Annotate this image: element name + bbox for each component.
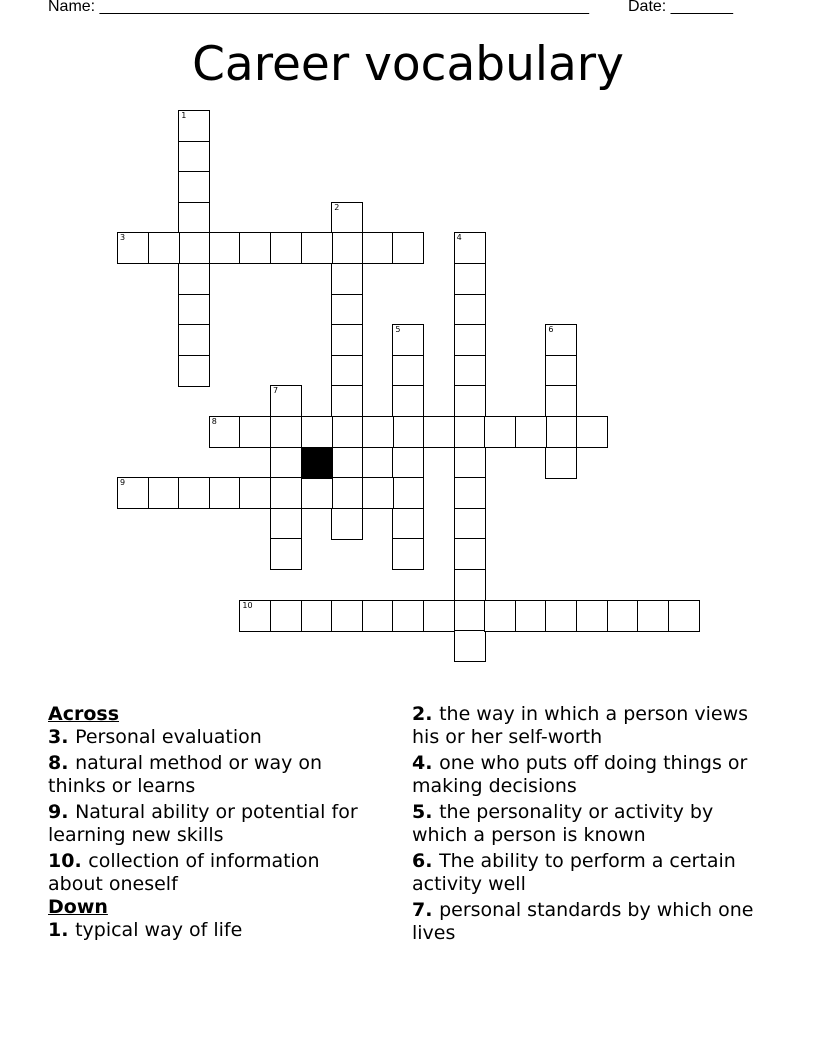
across-clue <box>48 752 378 798</box>
clue-number: 1. <box>48 919 69 941</box>
clue-number: 5. <box>412 801 433 823</box>
clue-number-label: 5 <box>395 325 401 335</box>
grid-cell[interactable] <box>392 477 424 509</box>
grid-cell[interactable] <box>301 600 333 632</box>
grid-cell[interactable] <box>331 508 363 540</box>
date-line: Date: _______ <box>628 0 733 15</box>
grid-cell[interactable] <box>454 447 486 479</box>
clue-text: typical way of life <box>75 919 243 941</box>
grid-cell[interactable] <box>362 600 394 632</box>
grid-cell[interactable] <box>270 477 302 509</box>
grid-cell[interactable] <box>607 600 639 632</box>
down-heading: Down <box>48 896 108 918</box>
grid-cell[interactable] <box>454 508 486 540</box>
grid-cell[interactable] <box>270 385 302 417</box>
grid-cell[interactable] <box>331 294 363 326</box>
grid-cell[interactable] <box>178 477 210 509</box>
grid-cell[interactable] <box>178 355 210 387</box>
grid-cell[interactable] <box>301 232 333 264</box>
clue-text: one who puts off doing things or making decisions <box>412 752 748 797</box>
clue-number-label: 2 <box>334 202 340 212</box>
name-line: Name: _______________________________________________________ <box>48 0 589 15</box>
clue-number: 10. <box>48 850 82 872</box>
down-clue <box>412 899 757 945</box>
clue-number: 9. <box>48 801 69 823</box>
grid-cell[interactable] <box>423 600 455 632</box>
grid-cell[interactable] <box>270 600 302 632</box>
grid-cell[interactable] <box>301 416 333 448</box>
grid-cell[interactable] <box>545 416 577 448</box>
grid-cell[interactable] <box>178 232 210 264</box>
page-title: Career vocabulary <box>192 37 624 92</box>
grid-cell[interactable] <box>331 202 363 234</box>
across-clue <box>48 726 378 749</box>
across-clue <box>48 801 378 847</box>
grid-cell[interactable] <box>454 600 486 632</box>
black-square <box>301 447 333 479</box>
clue-number-label: 7 <box>273 386 279 396</box>
clue-text: The ability to perform a certain activity well <box>412 850 736 895</box>
grid-cell[interactable] <box>239 232 271 264</box>
clue-number-label: 3 <box>120 233 126 243</box>
grid-cell[interactable] <box>331 232 363 264</box>
grid-cell[interactable] <box>454 232 486 264</box>
down-clue <box>412 801 757 847</box>
grid-cell[interactable] <box>545 324 577 356</box>
grid-cell[interactable] <box>637 600 669 632</box>
grid-cell[interactable] <box>178 171 210 203</box>
grid-cell[interactable] <box>178 110 210 142</box>
grid-cell[interactable] <box>545 385 577 417</box>
clue-number-label: 4 <box>456 233 462 243</box>
grid-cell[interactable] <box>392 324 424 356</box>
clue-text: Natural ability or potential for learning new skills <box>48 801 358 846</box>
grid-cell[interactable] <box>331 447 363 479</box>
grid-cell[interactable] <box>484 416 516 448</box>
grid-cell[interactable] <box>454 263 486 295</box>
grid-cell[interactable] <box>515 600 547 632</box>
clue-number: 2. <box>412 703 433 725</box>
grid-cell[interactable] <box>270 232 302 264</box>
grid-cell[interactable] <box>392 385 424 417</box>
grid-cell[interactable] <box>545 600 577 632</box>
clue-text: personal standards by which one lives <box>412 899 754 944</box>
grid-cell[interactable] <box>454 569 486 601</box>
grid-cell[interactable] <box>392 447 424 479</box>
clues-right-column <box>412 703 757 948</box>
grid-cell[interactable] <box>454 324 486 356</box>
clue-number-label: 8 <box>211 417 217 426</box>
grid-cell[interactable] <box>209 477 241 509</box>
grid-cell[interactable] <box>331 600 363 632</box>
down-clue <box>412 850 757 896</box>
grid-cell[interactable] <box>178 141 210 173</box>
grid-cell[interactable] <box>392 600 424 632</box>
grid-cell[interactable] <box>270 416 302 448</box>
grid-cell[interactable] <box>484 600 516 632</box>
grid-cell[interactable] <box>454 630 486 662</box>
grid-cell[interactable] <box>454 477 486 509</box>
grid-cell[interactable] <box>331 263 363 295</box>
grid-cell[interactable] <box>178 263 210 295</box>
grid-cell[interactable] <box>270 508 302 540</box>
grid-cell[interactable] <box>331 324 363 356</box>
clue-number: 4. <box>412 752 433 774</box>
clue-number-label: 10 <box>242 600 253 610</box>
down-clue <box>412 703 757 749</box>
grid-cell[interactable] <box>576 600 608 632</box>
grid-cell[interactable] <box>270 447 302 479</box>
grid-cell[interactable] <box>362 232 394 264</box>
grid-cell[interactable] <box>239 600 271 632</box>
clue-number-label: 9 <box>120 478 126 488</box>
grid-cell[interactable] <box>668 600 700 632</box>
grid-cell[interactable] <box>239 416 271 448</box>
grid-cell[interactable] <box>239 477 271 509</box>
grid-cell[interactable] <box>209 232 241 264</box>
grid-cell[interactable] <box>209 416 241 448</box>
grid-cell[interactable] <box>148 477 180 509</box>
across-heading: Across <box>48 703 120 725</box>
grid-cell[interactable] <box>576 416 608 448</box>
clue-number-label: 6 <box>548 325 554 335</box>
clue-number: 8. <box>48 752 69 774</box>
down-clue <box>48 919 378 942</box>
clue-number: 3. <box>48 726 69 748</box>
clue-text: natural method or way on thinks or learns <box>48 752 323 797</box>
clue-number: 7. <box>412 899 433 921</box>
grid-cell[interactable] <box>392 538 424 570</box>
grid-cell[interactable] <box>270 538 302 570</box>
grid-cell[interactable] <box>331 385 363 417</box>
grid-cell[interactable] <box>545 355 577 387</box>
grid-cell[interactable] <box>454 355 486 387</box>
clue-number: 6. <box>412 850 433 872</box>
grid-cell[interactable] <box>331 477 363 509</box>
clue-text: Personal evaluation <box>75 726 262 748</box>
clues-left-column <box>48 703 378 945</box>
across-clue <box>48 850 378 896</box>
clue-text: collection of information about oneself <box>48 850 320 895</box>
grid-cell[interactable] <box>178 294 210 326</box>
grid-cell[interactable] <box>515 416 547 448</box>
grid-cell[interactable] <box>362 416 394 448</box>
clue-text: the way in which a person views his or her self-worth <box>412 703 749 748</box>
grid-cell[interactable] <box>301 477 333 509</box>
grid-cell[interactable] <box>178 202 210 234</box>
grid-cell[interactable] <box>331 416 363 448</box>
grid-cell[interactable] <box>392 416 424 448</box>
grid-cell[interactable] <box>148 232 180 264</box>
grid-cell[interactable] <box>545 447 577 479</box>
grid-cell[interactable] <box>117 477 149 509</box>
grid-cell[interactable] <box>454 385 486 417</box>
grid-cell[interactable] <box>392 232 424 264</box>
down-clue <box>412 752 757 798</box>
grid-cell[interactable] <box>454 294 486 326</box>
grid-cell[interactable] <box>178 324 210 356</box>
grid-cell[interactable] <box>423 416 455 448</box>
grid-cell[interactable] <box>117 232 149 264</box>
grid-cell[interactable] <box>392 355 424 387</box>
grid-cell[interactable] <box>362 477 394 509</box>
grid-cell[interactable] <box>454 416 486 448</box>
grid-cell[interactable] <box>454 538 486 570</box>
clue-number-label: 1 <box>181 111 187 120</box>
clue-text: the personality or activity by which a person is known <box>412 801 714 846</box>
grid-cell[interactable] <box>331 355 363 387</box>
grid-cell[interactable] <box>392 508 424 540</box>
